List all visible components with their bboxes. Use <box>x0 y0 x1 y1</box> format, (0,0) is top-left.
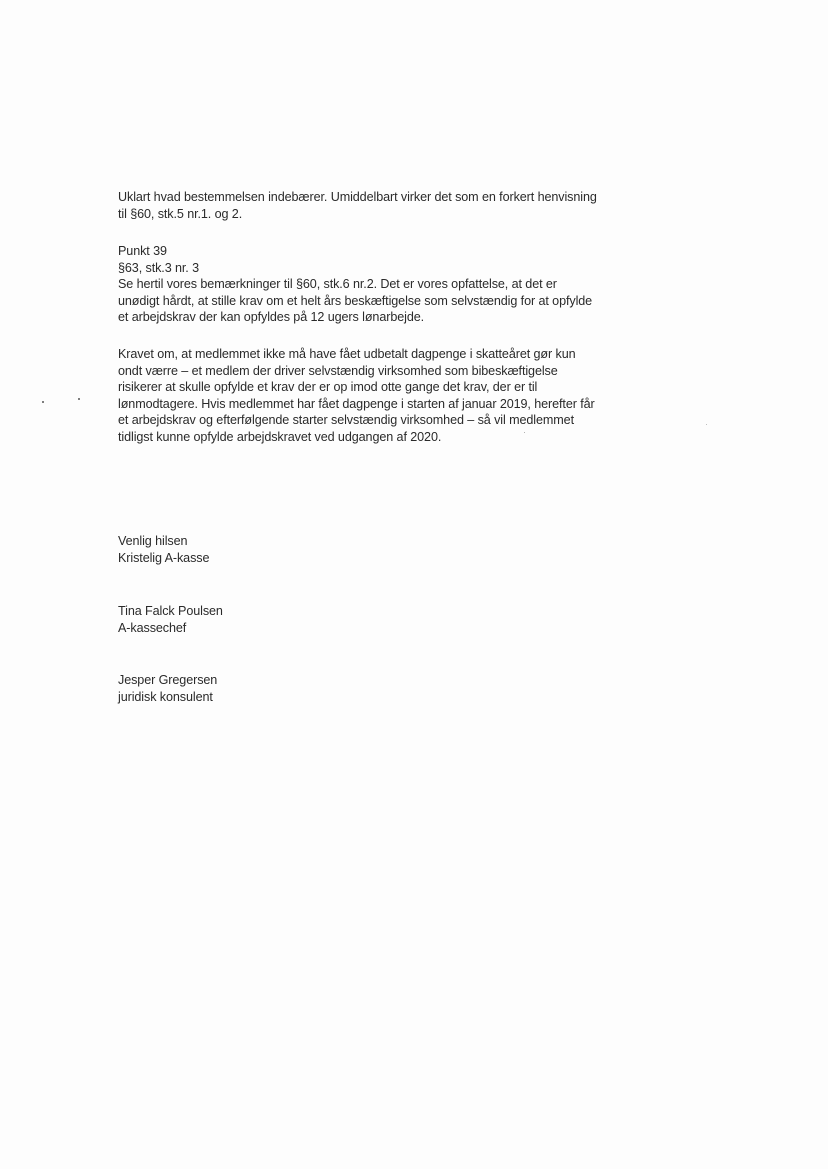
intro-line-2: til §60, stk.5 nr.1. og 2. <box>118 206 243 221</box>
person2-name: Jesper Gregersen <box>118 673 218 687</box>
kravet-line-3: risikerer at skulle opfylde et krav der er op imod otte gange det krav, der er til <box>118 380 538 395</box>
kravet-line-1: Kravet om, at medlemmet ikke må have fået udbetalt dagpenge i skatteåret gør kun <box>118 347 576 361</box>
signature-greeting: Venlig hilsen <box>118 534 188 548</box>
kravet-paragraph <box>118 346 638 446</box>
scan-speck <box>524 432 525 433</box>
signature-person-2 <box>118 672 638 705</box>
punkt-line-2: unødigt hårdt, at stille krav om et helt års beskæftigelse som selvstændig for at opfylde <box>118 293 593 308</box>
signature-organization: Kristelig A-kasse <box>118 550 210 565</box>
signature-person-1 <box>118 603 638 636</box>
person1-title: A-kassechef <box>118 620 187 635</box>
punkt-39-section <box>118 243 638 326</box>
punkt-reference: §63, stk.3 nr. 3 <box>118 260 200 275</box>
scan-speck <box>706 424 707 425</box>
person2-title: juridisk konsulent <box>118 689 213 704</box>
person1-name: Tina Falck Poulsen <box>118 604 223 618</box>
scan-speck <box>78 398 80 400</box>
punkt-heading: Punkt 39 <box>118 244 167 258</box>
kravet-line-4: lønmodtagere. Hvis medlemmet har fået dagpenge i starten af januar 2019, herefter får <box>118 396 595 411</box>
kravet-line-6: tidligst kunne opfylde arbejdskravet ved udgangen af 2020. <box>118 429 442 444</box>
kravet-line-2: ondt værre – et medlem der driver selvstændig virksomhed som bibeskæftigelse <box>118 363 558 378</box>
kravet-line-5: et arbejdskrav og efterfølgende starter selvstændig virksomhed – så vil medlemmet <box>118 413 574 428</box>
signature-greeting-block <box>118 533 638 566</box>
punkt-line-3: et arbejdskrav der kan opfyldes på 12 ugers lønarbejde. <box>118 310 425 325</box>
punkt-line-1: Se hertil vores bemærkninger til §60, stk.6 nr.2. Det er vores opfattelse, at det er <box>118 277 557 292</box>
scan-speck <box>42 401 44 403</box>
intro-line-1: Uklart hvad bestemmelsen indebærer. Umiddelbart virker det som en forkert henvisning <box>118 190 597 204</box>
intro-paragraph <box>118 189 638 222</box>
